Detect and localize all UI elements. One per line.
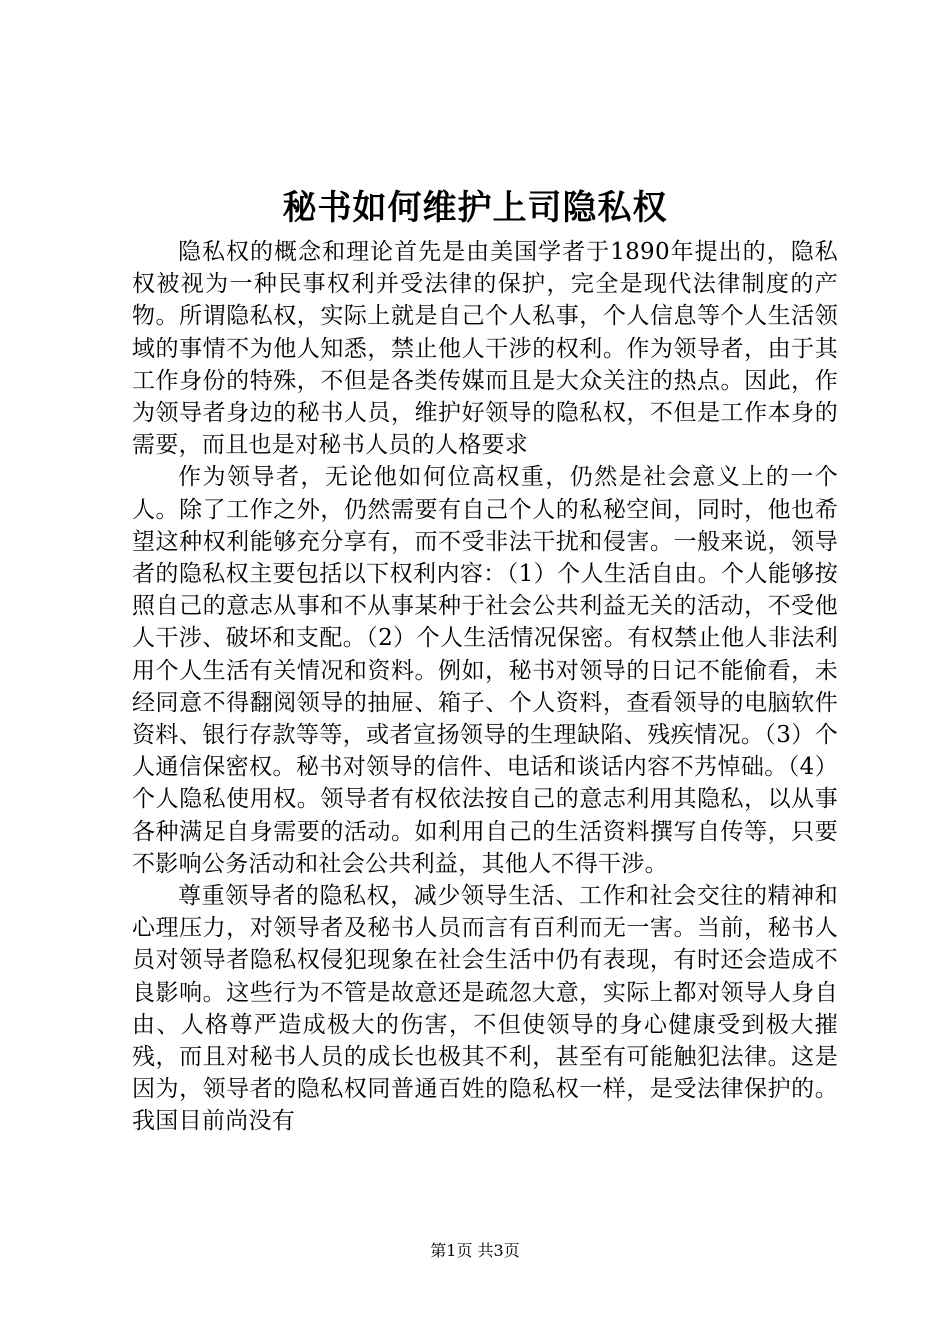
page-number: 第1页 共3页	[430, 1241, 520, 1260]
paragraph-2: 作为领导者，无论他如何位高权重，仍然是社会意义上的一个人。除了工作之外，仍然需要有自己个人的私秘空间，同时，他也希望这种权利能够充分享有，而不受非法干扰和侵害。一般来说，领导者的隐私权主要包括以下权利内容：（1）个人生活自由。个人能够按照自己的意志从事和不从事某种于社会公共利益无关的活动，不受他人干涉、破坏和支配。（2）个人生活情况保密。有权禁止他人非法利用个人生活有关情况和资料。例如，秘书对领导的日记不能偷看，未经同意不得翻阅领导的抽屉、箱子、个人资料，查看领导的电脑软件资料、银行存款等等，或者宣扬领导的生理缺陷、残疾情况。（3）个人通信保密权。秘书对领导的信件、电话和谈话内容不艿悼础。（4）个人隐私使用权。领导者有权依法按自己的意志利用其隐私，以从事各种满足自身需要的活动。如利用自己的生活资料撰写自传等，只要不影响公务活动和社会公共利益，其他人不得干涉。	[132, 464, 838, 877]
page-title: 秘书如何维护上司隐私权	[282, 188, 668, 228]
document-body	[132, 236, 838, 1138]
paragraph-1: 隐私权的概念和理论首先是由美国学者于1890年提出的，隐私权被视为一种民事权利并受法律的保护，完全是现代法律制度的产物。所谓隐私权，实际上就是自己个人私事，个人信息等个人生活领域的事情不为他人知悉，禁止他人干涉的权利。作为领导者，由于其工作身份的特殊，不但是各类传媒而且是大众关注的热点。因此，作为领导者身边的秘书人员，维护好领导的隐私权，不但是工作本身的需要，而且也是对秘书人员的人格要求	[132, 239, 838, 459]
paragraph-3: 尊重领导者的隐私权，减少领导生活、工作和社会交往的精神和心理压力，对领导者及秘书人员而言有百利而无一害。当前，秘书人员对领导者隐私权侵犯现象在社会生活中仍有表现，有时还会造成不良影响。这些行为不管是故意还是疏忽大意，实际上都对领导人身自由、人格尊严造成极大的伤害，不但使领导的身心健康受到极大摧残，而且对秘书人员的成长也极其不利，甚至有可能触犯法律。这是因为，领导者的隐私权同普通百姓的隐私权一样，是受法律保护的。我国目前尚没有	[132, 883, 838, 1135]
